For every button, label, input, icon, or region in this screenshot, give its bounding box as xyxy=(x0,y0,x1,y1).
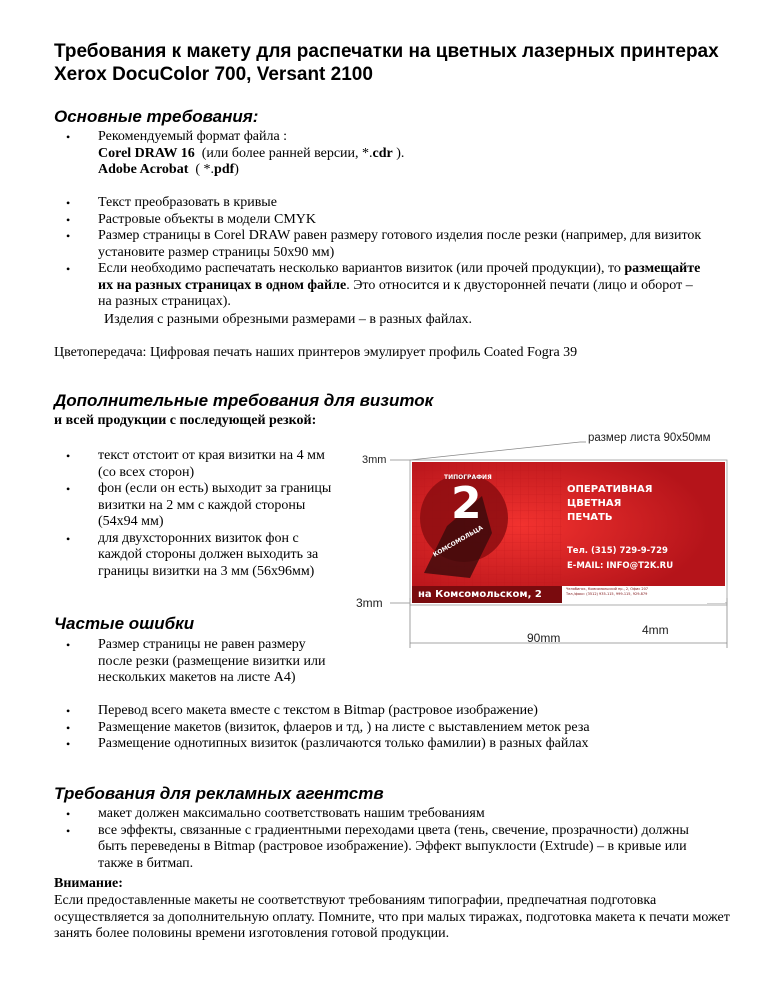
main-requirements-list xyxy=(66,195,706,311)
card-headline-3: ПЕЧАТЬ xyxy=(567,512,613,523)
agencies-list xyxy=(66,806,714,872)
multi-pre: Если необходимо распечатать несколько вариантов визиток (или прочей продукции), то xyxy=(98,261,625,276)
list-item: • макет должен максимально соответствовать нашим требованиям xyxy=(66,806,714,823)
multi-note: Изделия с разными обрезными размерами – в разных файлах. xyxy=(104,312,473,327)
card-layout-diagram xyxy=(352,432,742,653)
adobe-ext: pdf xyxy=(214,162,235,177)
errors-list xyxy=(66,703,726,753)
list-item: • Размер страницы в Corel DRAW равен размеру готового изделия после резки (например, для визиток установите размер страницы 50х90 мм) xyxy=(66,228,706,261)
list-item: • Перевод всего макета вместе с текстом в Bitmap (растровое изображение) xyxy=(66,703,726,720)
corel-ext: cdr xyxy=(372,145,393,161)
document-title: Требования к макету для распечатки на цветных лазерных принтерах Xerox DocuColor 700, Versant 2100 xyxy=(54,41,719,85)
list-item: • все эффекты, связанные с градиентными переходами цвета (тень, свечение, прозрачности) должны быть переведены в Bitmap (растровое изображение). Эффект выпуклости (Extrude) – в кривые или также в битмап. xyxy=(66,823,714,873)
corel-end: ). xyxy=(392,145,405,161)
multi-bold: размещайте их на разных страницах в одном файле xyxy=(98,261,701,293)
format-list xyxy=(66,129,706,179)
adobe-name: Adobe Acrobat xyxy=(98,162,189,177)
width-label: 90mm xyxy=(527,631,561,645)
card-banner: на Комсомольском, 2 xyxy=(418,589,542,600)
list-item: • Текст преобразовать в кривые xyxy=(66,195,706,212)
sheet-size-label: размер листа 90х50мм xyxy=(588,432,711,444)
list-item: • для двухсторонних визиток фон с каждой стороны должен выходить за границы визитки на 3 мм (56х96мм) xyxy=(66,531,346,581)
heading-common-errors: Частые ошибки xyxy=(54,614,195,633)
list-item-format xyxy=(66,129,706,179)
sheet-leader-line xyxy=(410,442,580,460)
adobe-mid: ( *. xyxy=(188,162,215,177)
list-item: • Размер страницы не равен размеру после резки (размещение визитки или нескольких макетов на листе А4) xyxy=(66,637,330,687)
heading-main-requirements: Основные требования: xyxy=(54,107,259,126)
card-headline-2: ЦВЕТНАЯ xyxy=(567,498,622,509)
multi-post: . Это относится и к двусторонней печати (лицо и оборот – на разных страницах). xyxy=(98,277,693,309)
adobe-end: ) xyxy=(234,162,239,177)
heading-agencies: Требования для рекламных агентств xyxy=(54,784,384,803)
card-requirements-list xyxy=(66,448,346,580)
card-diagram-svg xyxy=(352,438,742,653)
color-profile-note: Цветопередача: Цифровая печать наших принтеров эмулирует профиль Coated Fogra 39 xyxy=(54,345,578,360)
card-small-top: ТИПОГРАФИЯ xyxy=(444,474,492,481)
list-item: • Размещение макетов (визиток, флаеров и тд, ) на листе с выставлением меток реза xyxy=(66,720,726,737)
corel-version-note: (или более ранней версии, *. xyxy=(194,145,373,161)
list-item-multi xyxy=(66,261,706,311)
inner-margin-label: 4mm xyxy=(642,623,669,637)
list-item: • Растровые объекты в модели CMYK xyxy=(66,212,706,229)
card-address-1: Челябинск, Комсомольский пр., 2, Офис 207 xyxy=(566,587,649,591)
card-headline-1: ОПЕРАТИВНАЯ xyxy=(567,484,653,495)
errors-list-first xyxy=(66,637,330,687)
list-item: • фон (если он есть) выходит за границы визитки на 2 мм с каждой стороны (54х94 мм) xyxy=(66,481,346,531)
attention-text: Если предоставленные макеты не соответствуют требованиям типографии, предпечатная подготовка осуществляется за дополнительную оплату. Помните, что при малых тиражах, подготовка макета к печати может занять более половины времени изготовления готовой продукции. xyxy=(54,893,730,941)
left-margin-label: 3mm xyxy=(356,596,383,610)
list-item: • текст отстоит от края визитки на 4 мм (со всех сторон) xyxy=(66,448,346,481)
corel-name: Corel DRAW 16 xyxy=(98,145,195,161)
list-item: • Размещение однотипных визиток (различаются только фамилии) в разных файлах xyxy=(66,736,726,753)
card-phone: Тел. (315) 729-9-729 xyxy=(567,546,668,556)
heading-card-requirements: Дополнительные требования для визиток xyxy=(54,391,434,410)
attention-label: Внимание: xyxy=(54,876,123,891)
card-headline xyxy=(567,483,652,525)
card-big-number: 2 xyxy=(451,478,482,529)
card-arc-text: КОМСОМОЛЬЦА xyxy=(432,524,485,559)
top-margin-label: 3mm xyxy=(362,454,387,466)
card-address xyxy=(566,587,648,597)
card-email: E-MAIL: INFO@T2K.RU xyxy=(567,561,674,571)
format-label: Рекомендуемый формат файла : xyxy=(98,129,288,144)
subheading-card-requirements: и всей продукции с последующей резкой: xyxy=(54,413,317,428)
card-address-2: Тел./факс: (3512) 935-115, 999-115, 929-879 xyxy=(566,592,648,596)
